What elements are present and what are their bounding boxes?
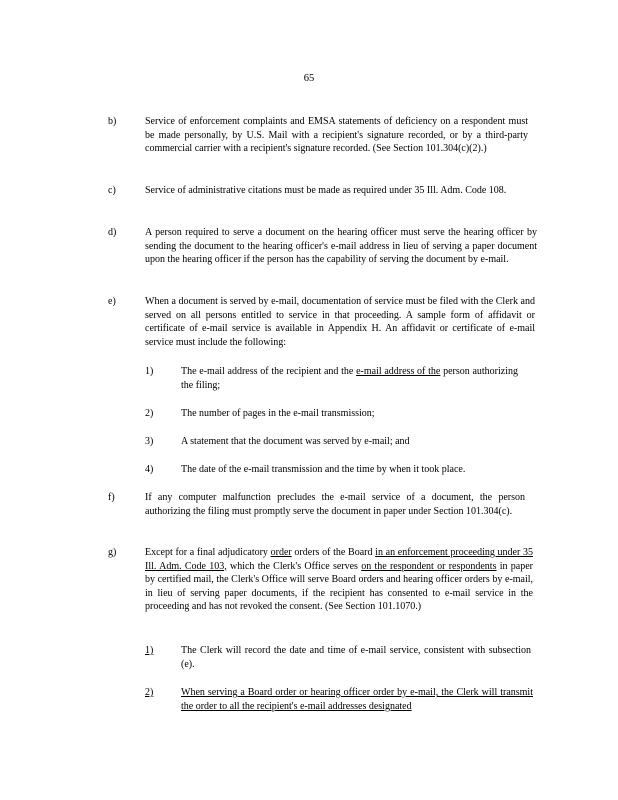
sub-item-label: 1) bbox=[145, 366, 154, 377]
sub-item-label: 1) bbox=[145, 645, 154, 656]
sub-item-text: The date of the e-mail transmission and the time by when it took place. bbox=[181, 464, 466, 475]
item-text: A person required to serve a document on the hearing officer must serve the hearing officer by sending the document to the hearing officer's e-mail address in lieu of serving a paper document upon the hearing officer if the person has the capability of serving the document by e-mail. bbox=[145, 227, 537, 266]
sub-item-label: 2) bbox=[145, 687, 154, 698]
inserted-text: on the respondent or respondents bbox=[361, 560, 497, 572]
item-label: b) bbox=[108, 116, 117, 127]
page-number: 65 bbox=[303, 73, 315, 84]
item-label: d) bbox=[108, 227, 117, 238]
sub-item-text: A statement that the document was served by e-mail; and bbox=[181, 436, 410, 447]
sub-item-label: 3) bbox=[145, 436, 154, 447]
inserted-text: e-mail address of the bbox=[356, 366, 441, 377]
item-text: If any computer malfunction precludes the e-mail service of a document, the person authorizing the filing must promptly serve the document in paper under Section 101.304(c). bbox=[145, 492, 525, 517]
sub-item-label: 2) bbox=[145, 408, 154, 419]
item-text: When a document is served by e-mail, documentation of service must be filed with the Clerk and served on all persons entitled to service in that proceeding. A sample form of affidavit or certificate of e-mail service is available in Appendix H. An affidavit or certificate of e-mail service must include the following: bbox=[145, 296, 535, 348]
inserted-text: in an enforcement proceeding under 35 Ill. Adm. Code 103, bbox=[145, 547, 533, 572]
item-text: Service of administrative citations must be made as required under 35 Ill. Adm. Code 108. bbox=[145, 185, 507, 196]
sub-item-text: When serving a Board order or hearing officer order by e-mail, the Clerk will transmit the order to all the recipient's e-mail addresses designated bbox=[181, 687, 533, 712]
item-label: g) bbox=[108, 547, 117, 558]
sub-item-text: The Clerk will record the date and time of e-mail service, consistent with subsection (e). bbox=[181, 645, 531, 670]
item-label: f) bbox=[108, 492, 115, 503]
item-label: c) bbox=[108, 185, 116, 196]
sub-item-text: The e-mail address of the recipient and the e-mail address of the person authorizing the filing; bbox=[181, 366, 518, 391]
item-label: e) bbox=[108, 296, 116, 307]
sub-item-text: The number of pages in the e-mail transmission; bbox=[181, 408, 375, 419]
item-text: Except for a final adjudicatory order orders of the Board in an enforcement proceeding under 35 Ill. Adm. Code 103, which the Clerk's Office serves on the respondent or respondents in paper by certified mail, the Clerk's Office will serve Board orders and hearing officer orders by e-mail, in lieu of serving paper documents, if the recipient has consented to e-mail service in the proceeding and has not revoked the consent. (See Section 101.1070.) bbox=[145, 547, 533, 613]
inserted-text: order bbox=[270, 547, 292, 558]
item-text: Service of enforcement complaints and EMSA statements of deficiency on a respondent must be made personally, by U.S. Mail with a recipient's signature recorded, or by a third-party commercial carrier with a recipient's signature recorded. (See Section 101.304(c)(2).) bbox=[145, 116, 528, 155]
sub-item-label: 4) bbox=[145, 464, 154, 475]
